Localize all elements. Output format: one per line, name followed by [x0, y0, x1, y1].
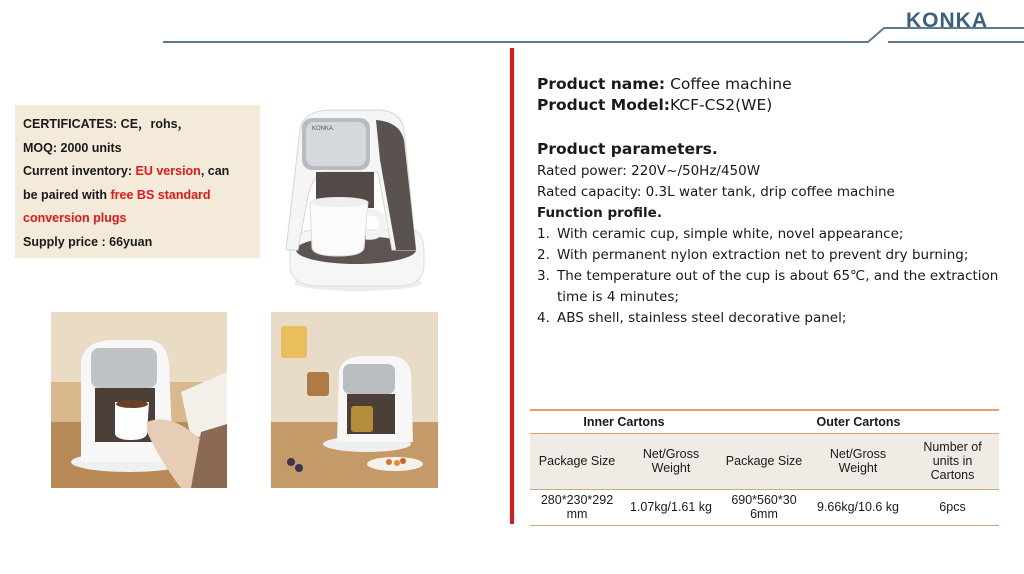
coffee-machine-image	[272, 100, 440, 300]
column-header: Net/Gross Weight	[810, 433, 906, 489]
lifestyle-photo-1	[51, 312, 227, 488]
outer-cartons-header: Outer Cartons	[718, 410, 999, 433]
certificates-line: CERTIFICATES: CE，rohs，	[23, 117, 191, 131]
plug-line-2: conversion plugs	[23, 211, 127, 225]
product-model: Product Model:KCF-CS2(WE)	[537, 96, 773, 114]
rated-capacity: Rated capacity: 0.3L water tank, drip coffee machine	[537, 184, 895, 200]
table-cell: 1.07kg/1.61 kg	[624, 489, 718, 525]
certificates-box	[15, 105, 260, 258]
function-heading: Function profile.	[537, 205, 662, 221]
column-header: Number of units in Cartons	[906, 433, 999, 489]
params-heading: Product parameters.	[537, 140, 718, 158]
brand-logo: KONKA	[906, 9, 988, 32]
feature-item: 3. The temperature out of the cup is about 65℃, and the extraction time is 4 minutes;	[537, 268, 999, 305]
rated-power: Rated power: 220V~/50Hz/450W	[537, 163, 761, 179]
supply-price-line: Supply price : 66yuan	[23, 234, 153, 249]
inventory-line: Current inventory: EU version, can	[23, 164, 230, 178]
svg-text:KONKA: KONKA	[312, 126, 334, 132]
table-cell: 9.66kg/10.6 kg	[810, 489, 906, 525]
column-header: Package Size	[530, 433, 624, 489]
feature-item: 2. With permanent nylon extraction net to prevent dry burning;	[537, 247, 969, 263]
table-header-row	[530, 433, 999, 489]
moq-line: MOQ: 2000 units	[23, 140, 122, 155]
plug-line: be paired with free BS standard	[23, 187, 211, 202]
table-cell: 690*560*30 6mm	[718, 489, 810, 525]
lifestyle-photo-2	[271, 312, 438, 488]
table-group-row	[530, 410, 999, 433]
table-row	[530, 489, 999, 525]
column-header: Package Size	[718, 433, 810, 489]
feature-item: 1. With ceramic cup, simple white, novel appearance;	[537, 226, 904, 242]
table-cell: 6pcs	[906, 489, 999, 525]
inner-cartons-header: Inner Cartons	[530, 410, 718, 433]
table-cell: 280*230*292 mm	[530, 489, 624, 525]
column-header: Net/Gross Weight	[624, 433, 718, 489]
cartons-table	[530, 409, 999, 526]
product-info	[537, 74, 1007, 329]
feature-item: 4. ABS shell, stainless steel decorative panel;	[537, 310, 847, 326]
product-name: Product name: Coffee machine	[537, 75, 792, 93]
red-divider	[510, 48, 514, 524]
